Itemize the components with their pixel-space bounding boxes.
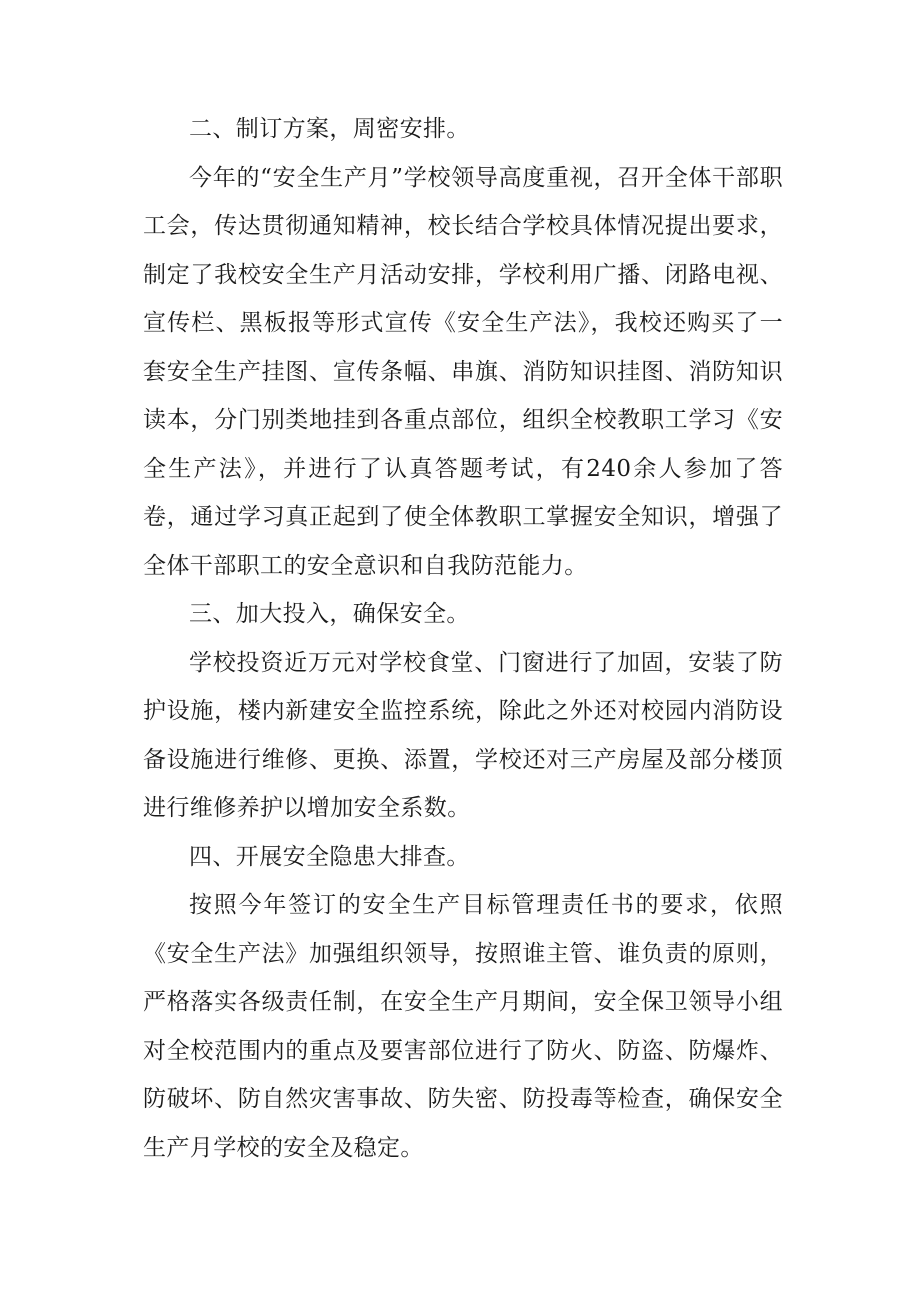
paragraph-publicity: 今年的“安全生产月”学校领导高度重视，召开全体干部职工会，传达贯彻通知精神，校长结合学校具体情况提出要求，制定了我校安全生产月活动安排，学校利用广播、闭路电视、宣传栏、黑板报等形式宣传《安全生产法》，我校还购买了一套安全生产挂图、宣传条幅、串旗、消防知识挂图、消防知识读本，分门别类地挂到各重点部位，组织全校教职工学习《安全生产法》，并进行了认真答题考试，有240余人参加了答卷，通过学习真正起到了使全体教职工掌握安全知识，增强了全体干部职工的安全意识和自我防范能力。	[143, 164, 783, 579]
paragraph-inspection: 按照今年签订的安全生产目标管理责任书的要求，依照《安全生产法》加强组织领导，按照谁主管、谁负责的原则，严格落实各级责任制，在安全生产月期间，安全保卫领导小组对全校范围内的重点及要害部位进行了防火、防盗、防爆炸、防破坏、防自然灾害事故、防失密、防投毒等检查，确保安全生产月学校的安全及稳定。	[143, 892, 783, 1161]
section-heading-2: 二、制订方案，周密安排。	[189, 116, 470, 142]
document-body	[143, 105, 783, 1172]
section-heading-3: 三、加大投入，确保安全。	[189, 601, 470, 627]
section-heading-4: 四、开展安全隐患大排查。	[189, 843, 470, 870]
paragraph-investment: 学校投资近万元对学校食堂、门窗进行了加固，安装了防护设施，楼内新建安全监控系统，除此之外还对校园内消防设备设施进行维修、更换、添置，学校还对三产房屋及部分楼顶进行维修养护以增加安全系数。	[143, 649, 783, 821]
